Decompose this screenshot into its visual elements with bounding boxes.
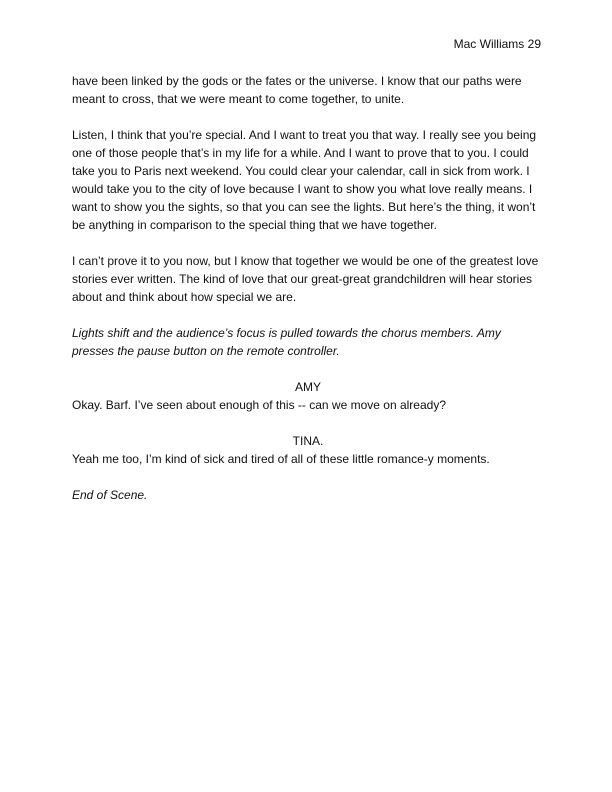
monologue-paragraph: have been linked by the gods or the fates or the universe. I know that our paths were meant to cross, that we were meant to come together, to unite. (72, 74, 522, 106)
dialogue-block-tina (72, 432, 544, 468)
monologue-paragraph: Listen, I think that you’re special. And I want to treat you that way. I really see you being one of those people that’s in my life for a while. And I want to prove that to you. I could take you to Paris next weekend. You could clear your calendar, call in sick from work. I would take you to the city of love because I want to show you what love really means. I want to show you the sights, so that you can see the lights. But here’s the thing, it won’t be anything in comparison to the special thing that we have together. (72, 128, 537, 232)
running-head: Mac Williams 29 (453, 37, 541, 51)
end-of-scene: End of Scene. (72, 488, 148, 502)
character-name: AMY (294, 380, 321, 394)
monologue-paragraph: I can’t prove it to you now, but I know that together we would be one of the greatest love stories ever written. The kind of love that our great-great grandchildren will hear stories about and think about how special we are. (72, 254, 539, 304)
dialogue-line: Okay. Barf. I’ve seen about enough of this -- can we move on already? (72, 398, 446, 412)
stage-direction: Lights shift and the audience’s focus is pulled towards the chorus members. Amy presses the pause button on the remote controller. (72, 326, 501, 358)
character-name: TINA. (292, 434, 324, 448)
script-body (72, 72, 544, 522)
dialogue-line: Yeah me too, I’m kind of sick and tired of all of these little romance-y moments. (72, 452, 490, 466)
dialogue-block-amy (72, 378, 544, 414)
